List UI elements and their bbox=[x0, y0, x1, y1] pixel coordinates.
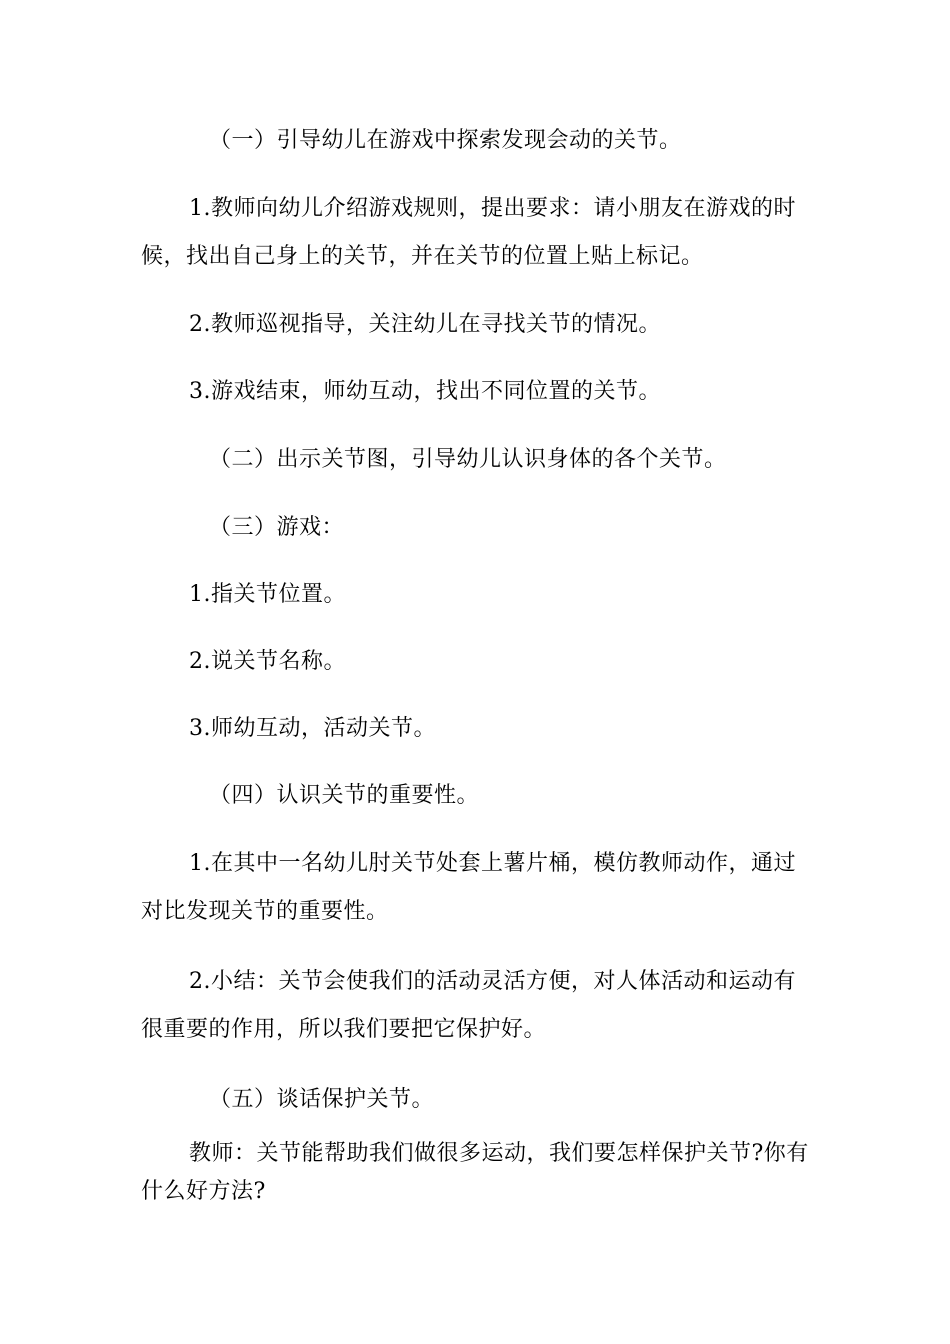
section-heading-2: （二）出示关节图，引导幼儿认识身体的各个关节。 bbox=[209, 447, 727, 472]
section-heading-1: （一）引导幼儿在游戏中探索发现会动的关节。 bbox=[209, 128, 682, 153]
paragraph-1: 1.教师向幼儿介绍游戏规则，提出要求：请小朋友在游戏的时候，找出自己身上的关节，并在关节的位置上贴上标记。 bbox=[141, 196, 796, 269]
paragraph-6: 3.师幼互动，活动关节。 bbox=[189, 716, 436, 741]
section-heading-5: （五）谈话保护关节。 bbox=[209, 1087, 435, 1112]
paragraph-9: 教师：关节能帮助我们做很多运动，我们要怎样保护关节?你有什么好方法? bbox=[141, 1141, 809, 1204]
paragraph-3: 3.游戏结束，师幼互动，找出不同位置的关节。 bbox=[189, 379, 661, 404]
paragraph-8: 2.小结：关节会使我们的活动灵活方便，对人体活动和运动有很重要的作用，所以我们要把它保护好。 bbox=[141, 969, 796, 1042]
section-heading-4: （四）认识关节的重要性。 bbox=[209, 783, 480, 808]
paragraph-7: 1.在其中一名幼儿肘关节处套上薯片桶，模仿教师动作，通过对比发现关节的重要性。 bbox=[141, 851, 796, 924]
paragraph-4: 1.指关节位置。 bbox=[189, 582, 346, 607]
section-heading-3: （三）游戏： bbox=[209, 515, 345, 540]
paragraph-5: 2.说关节名称。 bbox=[189, 649, 346, 674]
paragraph-2: 2.教师巡视指导，关注幼儿在寻找关节的情况。 bbox=[189, 312, 661, 337]
